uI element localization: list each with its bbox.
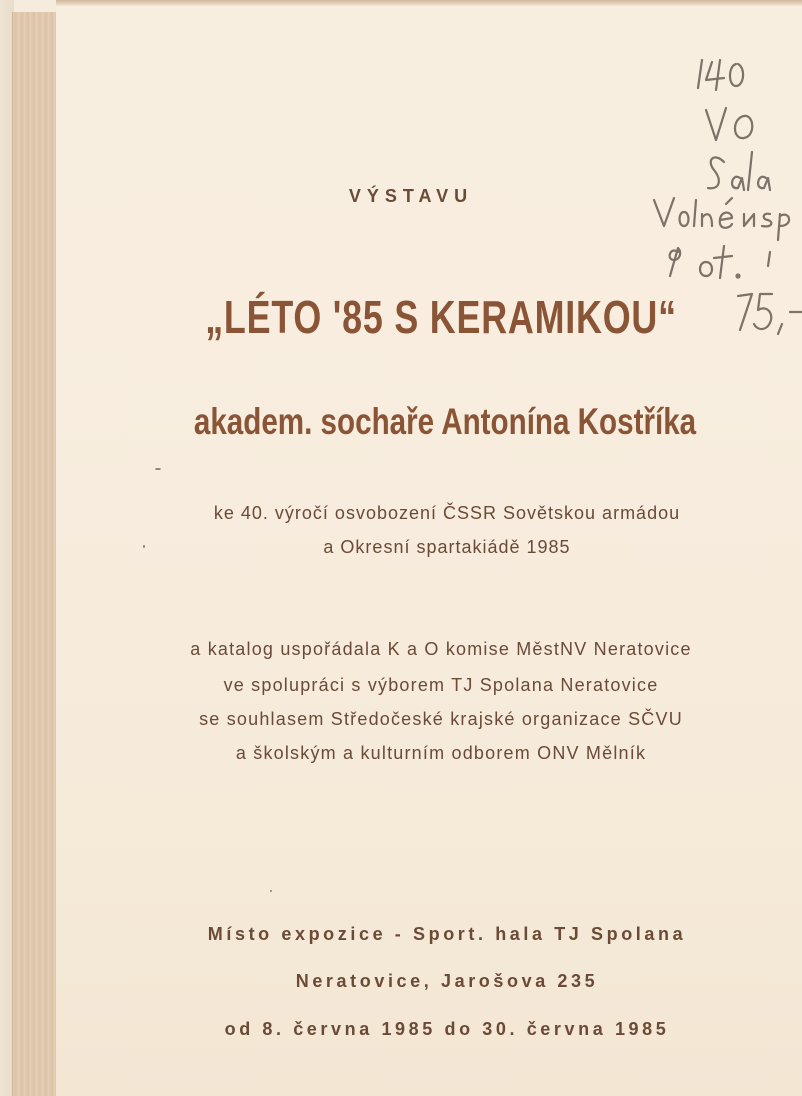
venue-line: Místo expozice - Sport. hala TJ Spolana xyxy=(207,924,687,944)
paper-speck xyxy=(143,545,145,548)
paper-speck xyxy=(270,890,272,892)
occasion-line: a Okresní spartakiádě 1985 xyxy=(323,537,571,557)
handwritten-annotation xyxy=(640,40,802,340)
organizer-line: se souhlasem Středočeské krajské organizace SČVU xyxy=(199,709,683,729)
exhibition-title: „LÉTO '85 S KERAMIKOU“ xyxy=(205,291,677,343)
paper-speck xyxy=(155,468,161,470)
page-top-edge xyxy=(56,0,802,6)
organizer-line: a školským a kulturním odborem ONV Mělník xyxy=(235,743,647,763)
organizer-line: ve spolupráci s výborem TJ Spolana Neratovice xyxy=(223,675,659,695)
venue-address: Neratovice, Jarošova 235 xyxy=(295,971,599,991)
artist-line: akadem. sochaře Antonína Kostříka xyxy=(193,401,697,442)
exhibition-dates: od 8. června 1985 do 30. června 1985 xyxy=(224,1019,670,1039)
document-heading: VÝSTAVU xyxy=(348,186,474,206)
occasion-line: ke 40. výročí osvobození ČSSR Sovětskou armádou xyxy=(213,503,681,523)
organizer-line: a katalog uspořádala K a O komise MěstNV Neratovice xyxy=(190,639,692,659)
